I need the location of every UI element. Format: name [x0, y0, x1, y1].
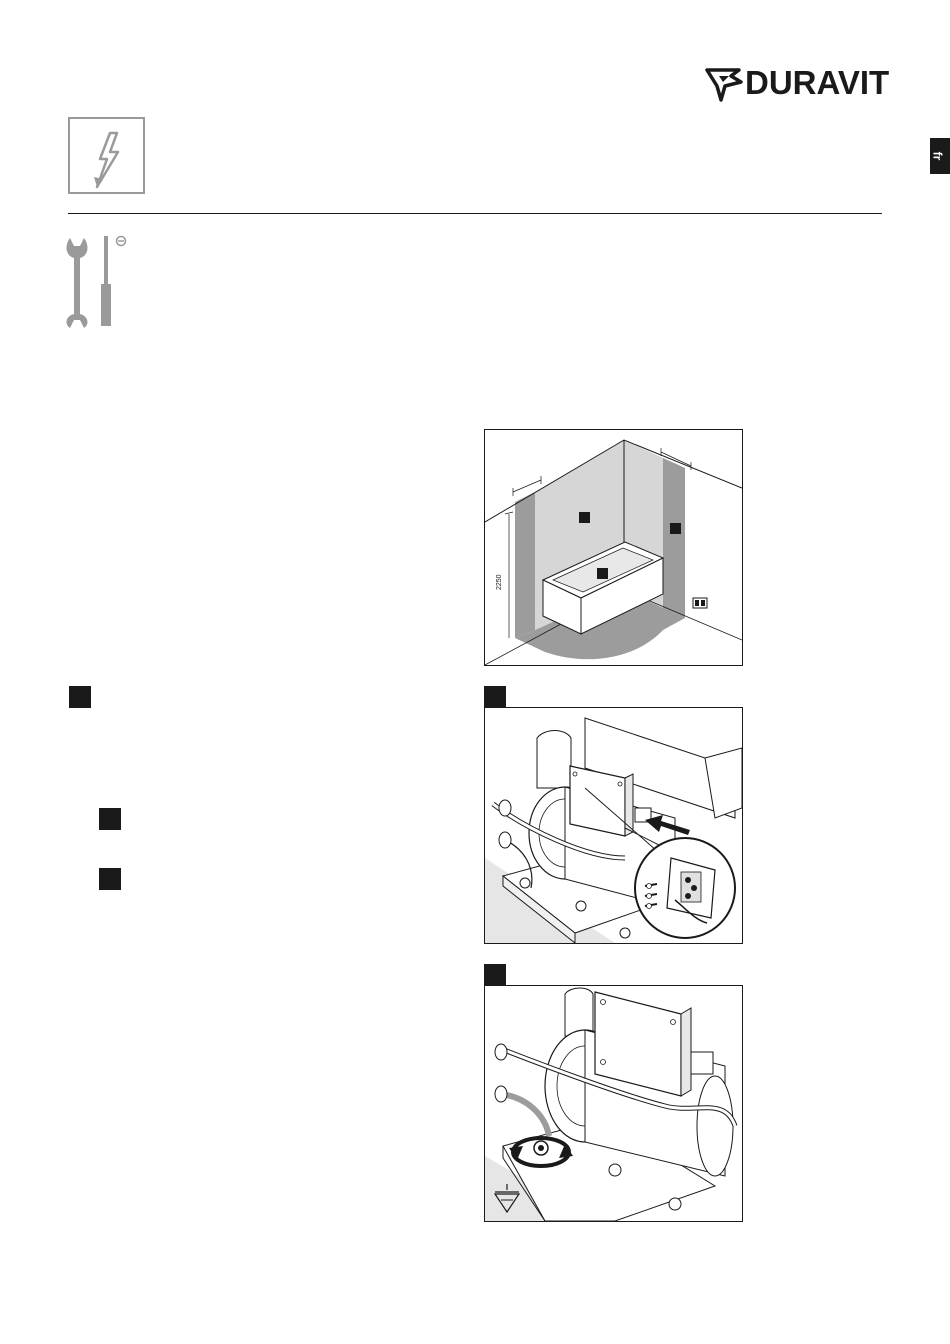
tools-icons: [64, 232, 128, 328]
figure-step-marker: [484, 686, 506, 708]
duravit-logo: [705, 62, 890, 104]
height-dimension-label: 2250: [496, 574, 503, 590]
section-divider: [68, 213, 882, 214]
electric-hazard-box: [68, 117, 145, 194]
wrench-screwdriver-icon: [64, 232, 128, 328]
step-marker: [99, 868, 121, 890]
duravit-swan-icon: [705, 62, 745, 104]
language-tab-label: fr: [930, 151, 945, 161]
step-marker: [99, 808, 121, 830]
step-marker: [69, 686, 91, 708]
bathroom-zones-figure: [484, 429, 743, 666]
brand-name: DURAVIT: [745, 64, 890, 101]
grounding-figure: [484, 985, 743, 1222]
language-tab[interactable]: [930, 138, 950, 174]
pump-connection-figure: [484, 707, 743, 944]
figure-step-marker: [484, 964, 506, 986]
electric-hazard-icon: [70, 119, 143, 192]
